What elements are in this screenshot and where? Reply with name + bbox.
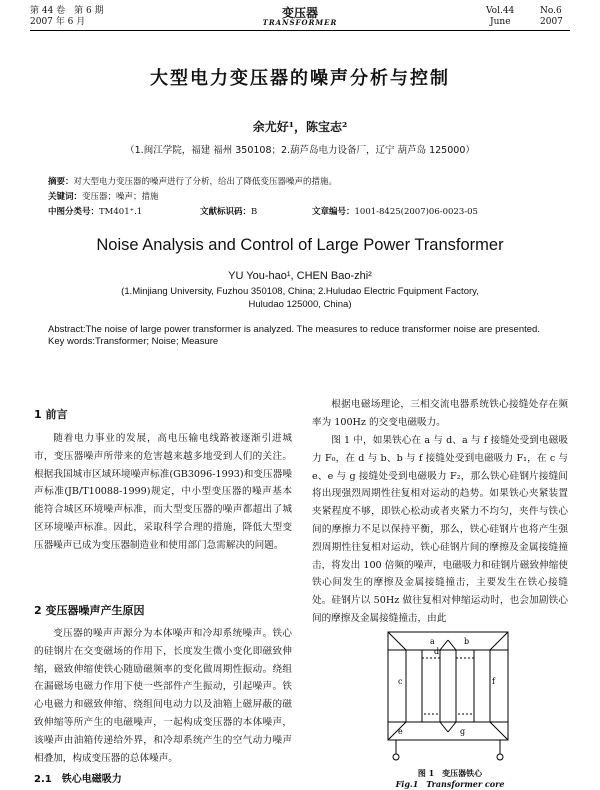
journal-year-en: 2007 — [540, 17, 563, 27]
journal-name-cn: 变压器 — [281, 6, 318, 20]
journal-name-en: TRANSFORMER — [262, 18, 338, 27]
left-limb — [406, 650, 422, 722]
figure-caption-en: Fig.1 Transformer core — [395, 779, 505, 789]
abstract-cn — [48, 176, 568, 188]
journal-date-cn: 2007 年 6 月 — [30, 17, 86, 27]
bolt-left-head — [393, 754, 399, 760]
right-window — [456, 658, 474, 714]
clc-value: TM401⁺.1 — [99, 207, 143, 217]
fig-label-a: a — [430, 637, 435, 646]
journal-issue-en: No.6 — [540, 6, 562, 16]
section-2-paragraph: 变压器的噪声声源分为本体噪声和冷却系统噪声。铁心的硅钢片在交变磁场的作用下，长度发生微小变化即磁致伸缩，磁致伸缩使铁心随励磁频率的变化做周期性振动。绕组在漏磁场电磁力作用下使一些部件产生振动，引起噪声。铁心电磁力和磁致伸缩、绕组间电动力以及油箱上磁屏蔽的磁致伸缩等所产生的电磁噪声，一起构成变压器的本体噪声，该噪声由油箱传递给外界，和冷却系统产生的空气动力噪声相叠加，构成变压器的总体噪声。 — [34, 628, 292, 764]
right-paragraph-1: 根据电磁场理论，三相交流电器系统铁心接缝处存在频率为 100Hz 的交变电磁吸力。 — [312, 399, 568, 428]
clc-label: 中图分类号： — [48, 207, 100, 217]
section-2-title: 2 变压器噪声产生原因 — [34, 604, 145, 617]
section-1-paragraph: 随着电力事业的发展，高电压输电线路被逐渐引进城市，变压器噪声所带来的危害越来越多地受到人们的关注。根据我国城市区域环境噪声标准(GB3096-1993)和变压器噪声标准(JB/T10088-1999)规定，中小型变压器的噪声基本能符合城区环境噪声标准，而大型变压器的噪声都超出了城区环境噪声标准。因此，采取科学合理的措施，降低大型变压器噪声已成为变压器制造业和使用部门急需解决的问题。 — [34, 433, 292, 551]
abstract-en-block — [48, 324, 556, 348]
joint-bottom-left — [388, 722, 406, 740]
fig-label-g: g — [460, 727, 466, 736]
right-paragraph-2: 图 1 中，如果铁心在 a 与 d、a 与 f 接缝处受到电磁吸力 F₀，在 d 与 b、b 与 f 接缝处受到电磁吸力 F₁，在 c 与 e、e 与 g 接缝处受到电磁吸力 F₂，那么铁心硅钢片接缝间将出现强烈周期性往复相对运动的趋势。如果铁心夹紧装置夹紧程度不够，即铁心松动或者夹紧力不均匀，夹件与铁心间的摩擦力不足以保持平衡，那么，铁心硅钢片也将产生强烈周期性往复相对运动，铁心硅钢片间的摩擦及金属接缝撞击，将发出 100 倍频的噪声，电磁吸力和硅钢片磁致伸缩使铁心间发生的摩擦及金属接缝撞击，主要发生在铁心接缝处。硅钢片以 50Hz 做往复相对伸缩运动时，也会加剧铁心间的摩擦及金属接缝撞击，由此 — [312, 435, 568, 624]
fig-label-c: c — [398, 677, 403, 686]
keywords-cn-label: 关键词： — [48, 192, 83, 202]
abstract-en-text: The noise of large power transformer is analyzed. The measures to reduce transformer noise are presented. — [85, 324, 540, 335]
section-1-title: 1 前言 — [34, 408, 68, 421]
fig-label-b: b — [464, 637, 470, 646]
abstract-en — [48, 324, 556, 336]
title-en: Noise Analysis and Control of Large Power Transformer — [96, 236, 504, 254]
affiliation-en-line2: Huludao 125000, China) — [248, 299, 352, 310]
joint-top-left — [388, 632, 406, 650]
doccode-label: 文献标识码： — [200, 207, 252, 217]
keywords-en-label: Key words: — [48, 336, 95, 347]
fig-label-d: d — [434, 647, 440, 656]
fig-label-f: f — [492, 677, 495, 686]
authors-cn: 余尤好¹，陈宝志² — [252, 120, 348, 134]
affiliation-en-line1: (1.Minjiang University, Fuzhou 350108, China; 2.Huludao Electric Fquipment Factory, — [121, 286, 479, 297]
document-code — [200, 206, 257, 218]
right-limb — [474, 650, 490, 722]
title-cn: 大型电力变压器的噪声分析与控制 — [150, 68, 450, 89]
article-number — [312, 206, 478, 218]
section-2-1-title: 2.1 铁心电磁吸力 — [34, 774, 122, 785]
joint-top-right — [490, 632, 508, 650]
keywords-cn — [48, 191, 568, 203]
joint-top-mid-left — [440, 640, 448, 650]
keywords-en-text: Transformer; Noise; Measure — [95, 336, 219, 347]
keywords-en — [48, 336, 556, 348]
abstract-en-label: Abstract: — [48, 324, 86, 335]
abstract-cn-label: 摘要： — [48, 177, 74, 187]
clc-number — [48, 206, 142, 218]
left-window — [422, 658, 440, 714]
articleno-label: 文章编号： — [312, 207, 355, 217]
header-rule — [30, 30, 570, 31]
joint-bottom-right — [490, 722, 508, 740]
affiliation-cn: （1.闽江学院，福建 福州 350108；2.葫芦岛电力设备厂，辽宁 葫芦岛 125000） — [125, 145, 475, 156]
doccode-value: B — [251, 207, 258, 217]
middle-limb — [440, 650, 456, 722]
joint-bottom-mid-right — [448, 722, 456, 732]
joint-bottom-mid-left — [440, 722, 448, 732]
figure-caption-cn: 图 1 变压器铁心 — [417, 768, 483, 778]
authors-en: YU You-hao¹, CHEN Bao-zhi² — [228, 270, 372, 282]
bolt-right-head — [497, 754, 503, 760]
fig-label-e: e — [398, 727, 403, 736]
journal-month-en: June — [490, 17, 511, 27]
joint-top-mid-right — [448, 640, 456, 650]
abstract-cn-text: 对大型电力变压器的噪声进行了分析，给出了降低变压器噪声的措施。 — [73, 177, 338, 187]
journal-volume-en: Vol.44 — [486, 6, 515, 16]
affiliation-en — [80, 285, 520, 311]
transformer-core-figure — [368, 624, 532, 764]
articleno-value: 1001-8425(2007)06-0023-05 — [354, 207, 478, 217]
journal-volume-cn: 第 44 卷 第 6 期 — [30, 6, 104, 16]
keywords-cn-text: 变压器；噪声；措施 — [82, 192, 159, 202]
